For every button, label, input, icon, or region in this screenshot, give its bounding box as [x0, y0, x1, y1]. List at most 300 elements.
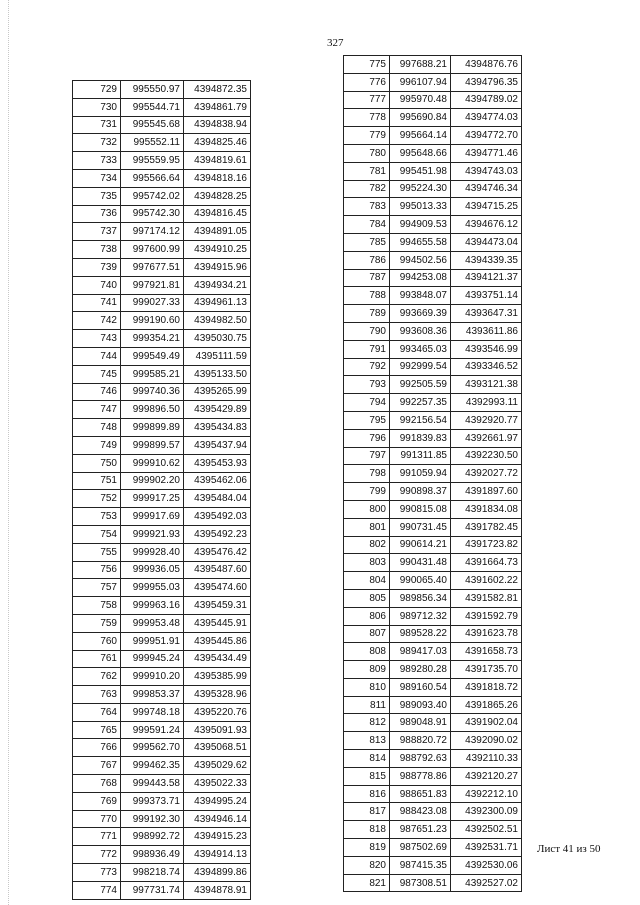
x-coordinate-cell: 999917.69: [121, 508, 184, 526]
x-coordinate-cell: 990065.40: [390, 572, 451, 590]
y-coordinate-cell: 4394774.03: [451, 109, 522, 127]
point-number-cell: 789: [344, 305, 390, 323]
y-coordinate-cell: 4394915.96: [184, 258, 251, 276]
x-coordinate-cell: 999190.60: [121, 312, 184, 330]
point-number-cell: 732: [73, 134, 121, 152]
point-number-cell: 743: [73, 330, 121, 348]
x-coordinate-cell: 987308.51: [390, 874, 451, 892]
point-number-cell: 741: [73, 294, 121, 312]
point-number-cell: 820: [344, 856, 390, 874]
y-coordinate-cell: 4395474.60: [184, 579, 251, 597]
x-coordinate-cell: 999928.40: [121, 543, 184, 561]
x-coordinate-cell: 988820.72: [390, 732, 451, 750]
y-coordinate-cell: 4391902.04: [451, 714, 522, 732]
y-coordinate-cell: 4394676.12: [451, 216, 522, 234]
point-number-cell: 760: [73, 632, 121, 650]
point-number-cell: 796: [344, 429, 390, 447]
table-row: [344, 447, 522, 465]
table-row: [344, 536, 522, 554]
point-number-cell: 811: [344, 696, 390, 714]
y-coordinate-cell: 4391723.82: [451, 536, 522, 554]
table-row: [344, 821, 522, 839]
y-coordinate-cell: 4395462.06: [184, 472, 251, 490]
point-number-cell: 780: [344, 144, 390, 162]
x-coordinate-cell: 995566.64: [121, 169, 184, 187]
table-row: [344, 144, 522, 162]
point-number-cell: 755: [73, 543, 121, 561]
table-row: [73, 668, 251, 686]
x-coordinate-cell: 987651.23: [390, 821, 451, 839]
table-row: [344, 56, 522, 74]
x-coordinate-cell: 997921.81: [121, 276, 184, 294]
x-coordinate-cell: 999963.16: [121, 597, 184, 615]
x-coordinate-cell: 989280.28: [390, 661, 451, 679]
table-row: [73, 365, 251, 383]
x-coordinate-cell: 989528.22: [390, 625, 451, 643]
point-number-cell: 736: [73, 205, 121, 223]
table-row: [73, 508, 251, 526]
point-number-cell: 753: [73, 508, 121, 526]
point-number-cell: 792: [344, 358, 390, 376]
table-row: [344, 767, 522, 785]
table-row: [73, 490, 251, 508]
y-coordinate-cell: 4392090.02: [451, 732, 522, 750]
table-row: [73, 134, 251, 152]
table-row: [73, 187, 251, 205]
y-coordinate-cell: 4394946.14: [184, 810, 251, 828]
table-row: [73, 579, 251, 597]
table-row: [73, 294, 251, 312]
x-coordinate-cell: 988651.83: [390, 785, 451, 803]
table-row: [344, 518, 522, 536]
x-coordinate-cell: 995742.30: [121, 205, 184, 223]
point-number-cell: 810: [344, 678, 390, 696]
table-row: [344, 91, 522, 109]
point-number-cell: 782: [344, 180, 390, 198]
y-coordinate-cell: 4391658.73: [451, 643, 522, 661]
y-coordinate-cell: 4395492.23: [184, 525, 251, 543]
y-coordinate-cell: 4391782.45: [451, 518, 522, 536]
y-coordinate-cell: 4392661.97: [451, 429, 522, 447]
x-coordinate-cell: 992999.54: [390, 358, 451, 376]
y-coordinate-cell: 4394878.91: [184, 881, 251, 899]
table-row: [344, 109, 522, 127]
y-coordinate-cell: 4395265.99: [184, 383, 251, 401]
point-number-cell: 816: [344, 785, 390, 803]
table-row: [344, 803, 522, 821]
table-row: [73, 223, 251, 241]
y-coordinate-cell: 4395492.03: [184, 508, 251, 526]
point-number-cell: 809: [344, 661, 390, 679]
table-row: [73, 686, 251, 704]
table-row: [344, 216, 522, 234]
point-number-cell: 765: [73, 721, 121, 739]
point-number-cell: 739: [73, 258, 121, 276]
point-number-cell: 806: [344, 607, 390, 625]
point-number-cell: 769: [73, 792, 121, 810]
y-coordinate-cell: 4394825.46: [184, 134, 251, 152]
x-coordinate-cell: 995648.66: [390, 144, 451, 162]
point-number-cell: 778: [344, 109, 390, 127]
table-row: [344, 732, 522, 750]
point-number-cell: 802: [344, 536, 390, 554]
point-number-cell: 729: [73, 81, 121, 99]
table-row: [73, 205, 251, 223]
table-row: [73, 401, 251, 419]
y-coordinate-cell: 4392120.27: [451, 767, 522, 785]
y-coordinate-cell: 4395487.60: [184, 561, 251, 579]
y-coordinate-cell: 4392920.77: [451, 411, 522, 429]
point-number-cell: 747: [73, 401, 121, 419]
point-number-cell: 733: [73, 152, 121, 170]
x-coordinate-cell: 999921.93: [121, 525, 184, 543]
x-coordinate-cell: 999562.70: [121, 739, 184, 757]
table-row: [344, 269, 522, 287]
x-coordinate-cell: 997731.74: [121, 881, 184, 899]
y-coordinate-cell: 4391602.22: [451, 572, 522, 590]
table-row: [344, 73, 522, 91]
point-number-cell: 744: [73, 347, 121, 365]
y-coordinate-cell: 4394838.94: [184, 116, 251, 134]
table-row: [344, 251, 522, 269]
y-coordinate-cell: 4394828.25: [184, 187, 251, 205]
x-coordinate-cell: 999853.37: [121, 686, 184, 704]
x-coordinate-cell: 999902.20: [121, 472, 184, 490]
x-coordinate-cell: 997600.99: [121, 241, 184, 259]
point-number-cell: 791: [344, 340, 390, 358]
x-coordinate-cell: 988792.63: [390, 750, 451, 768]
point-number-cell: 751: [73, 472, 121, 490]
table-row: [344, 411, 522, 429]
table-row: [344, 554, 522, 572]
point-number-cell: 805: [344, 589, 390, 607]
table-row: [73, 419, 251, 437]
x-coordinate-cell: 995013.33: [390, 198, 451, 216]
table-row: [73, 775, 251, 793]
y-coordinate-cell: 4395459.31: [184, 597, 251, 615]
y-coordinate-cell: 4395445.86: [184, 632, 251, 650]
x-coordinate-cell: 994253.08: [390, 269, 451, 287]
point-number-cell: 776: [344, 73, 390, 91]
x-coordinate-cell: 999354.21: [121, 330, 184, 348]
y-coordinate-cell: 4394876.76: [451, 56, 522, 74]
point-number-cell: 817: [344, 803, 390, 821]
point-number-cell: 748: [73, 419, 121, 437]
sheet-counter: Лист 41 из 50: [537, 843, 601, 855]
table-row: [344, 696, 522, 714]
point-number-cell: 730: [73, 98, 121, 116]
y-coordinate-cell: 4392027.72: [451, 465, 522, 483]
x-coordinate-cell: 995742.02: [121, 187, 184, 205]
table-row: [73, 383, 251, 401]
x-coordinate-cell: 990731.45: [390, 518, 451, 536]
y-coordinate-cell: 4395091.93: [184, 721, 251, 739]
point-number-cell: 734: [73, 169, 121, 187]
table-row: [73, 650, 251, 668]
y-coordinate-cell: 4395434.83: [184, 419, 251, 437]
table-row: [73, 152, 251, 170]
point-number-cell: 814: [344, 750, 390, 768]
y-coordinate-cell: 4393751.14: [451, 287, 522, 305]
y-coordinate-cell: 4394910.25: [184, 241, 251, 259]
x-coordinate-cell: 997688.21: [390, 56, 451, 74]
table-row: [73, 614, 251, 632]
table-row: [73, 739, 251, 757]
y-coordinate-cell: 4394796.35: [451, 73, 522, 91]
x-coordinate-cell: 999951.91: [121, 632, 184, 650]
point-number-cell: 752: [73, 490, 121, 508]
table-row: [73, 454, 251, 472]
x-coordinate-cell: 999192.30: [121, 810, 184, 828]
point-number-cell: 754: [73, 525, 121, 543]
point-number-cell: 761: [73, 650, 121, 668]
x-coordinate-cell: 995545.68: [121, 116, 184, 134]
table-row: [344, 376, 522, 394]
point-number-cell: 735: [73, 187, 121, 205]
coordinates-table-right: [343, 55, 522, 892]
y-coordinate-cell: 4394961.13: [184, 294, 251, 312]
y-coordinate-cell: 4392530.06: [451, 856, 522, 874]
x-coordinate-cell: 998218.74: [121, 864, 184, 882]
y-coordinate-cell: 4391735.70: [451, 661, 522, 679]
table-row: [344, 856, 522, 874]
table-row: [73, 347, 251, 365]
x-coordinate-cell: 999945.24: [121, 650, 184, 668]
x-coordinate-cell: 999955.03: [121, 579, 184, 597]
x-coordinate-cell: 994502.56: [390, 251, 451, 269]
x-coordinate-cell: 999462.35: [121, 757, 184, 775]
x-coordinate-cell: 999910.20: [121, 668, 184, 686]
table-row: [73, 721, 251, 739]
point-number-cell: 797: [344, 447, 390, 465]
y-coordinate-cell: 4395429.89: [184, 401, 251, 419]
point-number-cell: 762: [73, 668, 121, 686]
table-row: [344, 500, 522, 518]
table-row: [344, 322, 522, 340]
point-number-cell: 756: [73, 561, 121, 579]
x-coordinate-cell: 998936.49: [121, 846, 184, 864]
table-row: [73, 436, 251, 454]
x-coordinate-cell: 999748.18: [121, 703, 184, 721]
x-coordinate-cell: 999591.24: [121, 721, 184, 739]
x-coordinate-cell: 999899.89: [121, 419, 184, 437]
table-row: [73, 81, 251, 99]
point-number-cell: 758: [73, 597, 121, 615]
y-coordinate-cell: 4394771.46: [451, 144, 522, 162]
point-number-cell: 779: [344, 127, 390, 145]
x-coordinate-cell: 999443.58: [121, 775, 184, 793]
table-row: [344, 394, 522, 412]
table-row: [73, 543, 251, 561]
table-row: [344, 572, 522, 590]
y-coordinate-cell: 4394746.34: [451, 180, 522, 198]
y-coordinate-cell: 4395434.49: [184, 650, 251, 668]
x-coordinate-cell: 994909.53: [390, 216, 451, 234]
table-row: [344, 625, 522, 643]
y-coordinate-cell: 4394816.45: [184, 205, 251, 223]
x-coordinate-cell: 991059.94: [390, 465, 451, 483]
table-row: [344, 287, 522, 305]
point-number-cell: 738: [73, 241, 121, 259]
y-coordinate-cell: 4395445.91: [184, 614, 251, 632]
point-number-cell: 804: [344, 572, 390, 590]
x-coordinate-cell: 999549.49: [121, 347, 184, 365]
x-coordinate-cell: 993608.36: [390, 322, 451, 340]
point-number-cell: 798: [344, 465, 390, 483]
point-number-cell: 750: [73, 454, 121, 472]
point-number-cell: 801: [344, 518, 390, 536]
y-coordinate-cell: 4391865.26: [451, 696, 522, 714]
table-row: [344, 678, 522, 696]
point-number-cell: 818: [344, 821, 390, 839]
table-row: [344, 305, 522, 323]
point-number-cell: 784: [344, 216, 390, 234]
x-coordinate-cell: 988778.86: [390, 767, 451, 785]
y-coordinate-cell: 4394872.35: [184, 81, 251, 99]
y-coordinate-cell: 4394772.70: [451, 127, 522, 145]
x-coordinate-cell: 993669.39: [390, 305, 451, 323]
point-number-cell: 803: [344, 554, 390, 572]
point-number-cell: 781: [344, 162, 390, 180]
y-coordinate-cell: 4392110.33: [451, 750, 522, 768]
y-coordinate-cell: 4392212.10: [451, 785, 522, 803]
x-coordinate-cell: 992156.54: [390, 411, 451, 429]
x-coordinate-cell: 989160.54: [390, 678, 451, 696]
x-coordinate-cell: 999899.57: [121, 436, 184, 454]
y-coordinate-cell: 4392300.09: [451, 803, 522, 821]
x-coordinate-cell: 989417.03: [390, 643, 451, 661]
point-number-cell: 771: [73, 828, 121, 846]
x-coordinate-cell: 993465.03: [390, 340, 451, 358]
x-coordinate-cell: 995544.71: [121, 98, 184, 116]
point-number-cell: 785: [344, 233, 390, 251]
table-row: [344, 340, 522, 358]
point-number-cell: 793: [344, 376, 390, 394]
x-coordinate-cell: 995552.11: [121, 134, 184, 152]
y-coordinate-cell: 4392993.11: [451, 394, 522, 412]
y-coordinate-cell: 4393611.86: [451, 322, 522, 340]
table-row: [344, 483, 522, 501]
table-row: [344, 661, 522, 679]
y-coordinate-cell: 4394121.37: [451, 269, 522, 287]
y-coordinate-cell: 4394934.21: [184, 276, 251, 294]
x-coordinate-cell: 991311.85: [390, 447, 451, 465]
point-number-cell: 770: [73, 810, 121, 828]
x-coordinate-cell: 987415.35: [390, 856, 451, 874]
point-number-cell: 787: [344, 269, 390, 287]
y-coordinate-cell: 4394891.05: [184, 223, 251, 241]
table-row: [344, 429, 522, 447]
point-number-cell: 757: [73, 579, 121, 597]
table-row: [344, 839, 522, 857]
table-row: [344, 750, 522, 768]
y-coordinate-cell: 4394715.25: [451, 198, 522, 216]
table-row: [344, 643, 522, 661]
table-row: [344, 233, 522, 251]
table-row: [344, 785, 522, 803]
y-coordinate-cell: 4392527.02: [451, 874, 522, 892]
table-row: [73, 792, 251, 810]
point-number-cell: 788: [344, 287, 390, 305]
x-coordinate-cell: 995224.30: [390, 180, 451, 198]
y-coordinate-cell: 4391592.79: [451, 607, 522, 625]
table-row: [73, 757, 251, 775]
table-row: [73, 258, 251, 276]
x-coordinate-cell: 990614.21: [390, 536, 451, 554]
table-row: [344, 607, 522, 625]
table-row: [73, 828, 251, 846]
y-coordinate-cell: 4391818.72: [451, 678, 522, 696]
point-number-cell: 783: [344, 198, 390, 216]
table-row: [344, 589, 522, 607]
y-coordinate-cell: 4394861.79: [184, 98, 251, 116]
point-number-cell: 821: [344, 874, 390, 892]
point-number-cell: 731: [73, 116, 121, 134]
point-number-cell: 795: [344, 411, 390, 429]
left-margin-rule: [8, 0, 9, 905]
point-number-cell: 759: [73, 614, 121, 632]
y-coordinate-cell: 4392230.50: [451, 447, 522, 465]
table-row: [344, 162, 522, 180]
table-row: [344, 127, 522, 145]
table-row: [73, 312, 251, 330]
y-coordinate-cell: 4395029.62: [184, 757, 251, 775]
table-row: [73, 116, 251, 134]
x-coordinate-cell: 990431.48: [390, 554, 451, 572]
table-row: [73, 846, 251, 864]
x-coordinate-cell: 995664.14: [390, 127, 451, 145]
x-coordinate-cell: 991839.83: [390, 429, 451, 447]
point-number-cell: 749: [73, 436, 121, 454]
x-coordinate-cell: 999740.36: [121, 383, 184, 401]
y-coordinate-cell: 4391897.60: [451, 483, 522, 501]
x-coordinate-cell: 995451.98: [390, 162, 451, 180]
point-number-cell: 790: [344, 322, 390, 340]
y-coordinate-cell: 4394995.24: [184, 792, 251, 810]
y-coordinate-cell: 4395030.75: [184, 330, 251, 348]
table-row: [73, 632, 251, 650]
y-coordinate-cell: 4395133.50: [184, 365, 251, 383]
x-coordinate-cell: 995550.97: [121, 81, 184, 99]
table-row: [73, 881, 251, 899]
y-coordinate-cell: 4394743.03: [451, 162, 522, 180]
x-coordinate-cell: 989712.32: [390, 607, 451, 625]
y-coordinate-cell: 4391623.78: [451, 625, 522, 643]
x-coordinate-cell: 999373.71: [121, 792, 184, 810]
table-row: [344, 198, 522, 216]
x-coordinate-cell: 999953.48: [121, 614, 184, 632]
point-number-cell: 767: [73, 757, 121, 775]
x-coordinate-cell: 988423.08: [390, 803, 451, 821]
x-coordinate-cell: 997677.51: [121, 258, 184, 276]
y-coordinate-cell: 4395220.76: [184, 703, 251, 721]
x-coordinate-cell: 999027.33: [121, 294, 184, 312]
x-coordinate-cell: 992257.35: [390, 394, 451, 412]
y-coordinate-cell: 4391582.81: [451, 589, 522, 607]
table-row: [73, 810, 251, 828]
point-number-cell: 763: [73, 686, 121, 704]
y-coordinate-cell: 4393121.38: [451, 376, 522, 394]
point-number-cell: 812: [344, 714, 390, 732]
point-number-cell: 772: [73, 846, 121, 864]
page-number: 327: [327, 37, 344, 49]
y-coordinate-cell: 4394789.02: [451, 91, 522, 109]
y-coordinate-cell: 4395022.33: [184, 775, 251, 793]
y-coordinate-cell: 4394473.04: [451, 233, 522, 251]
x-coordinate-cell: 997174.12: [121, 223, 184, 241]
point-number-cell: 799: [344, 483, 390, 501]
x-coordinate-cell: 989093.40: [390, 696, 451, 714]
